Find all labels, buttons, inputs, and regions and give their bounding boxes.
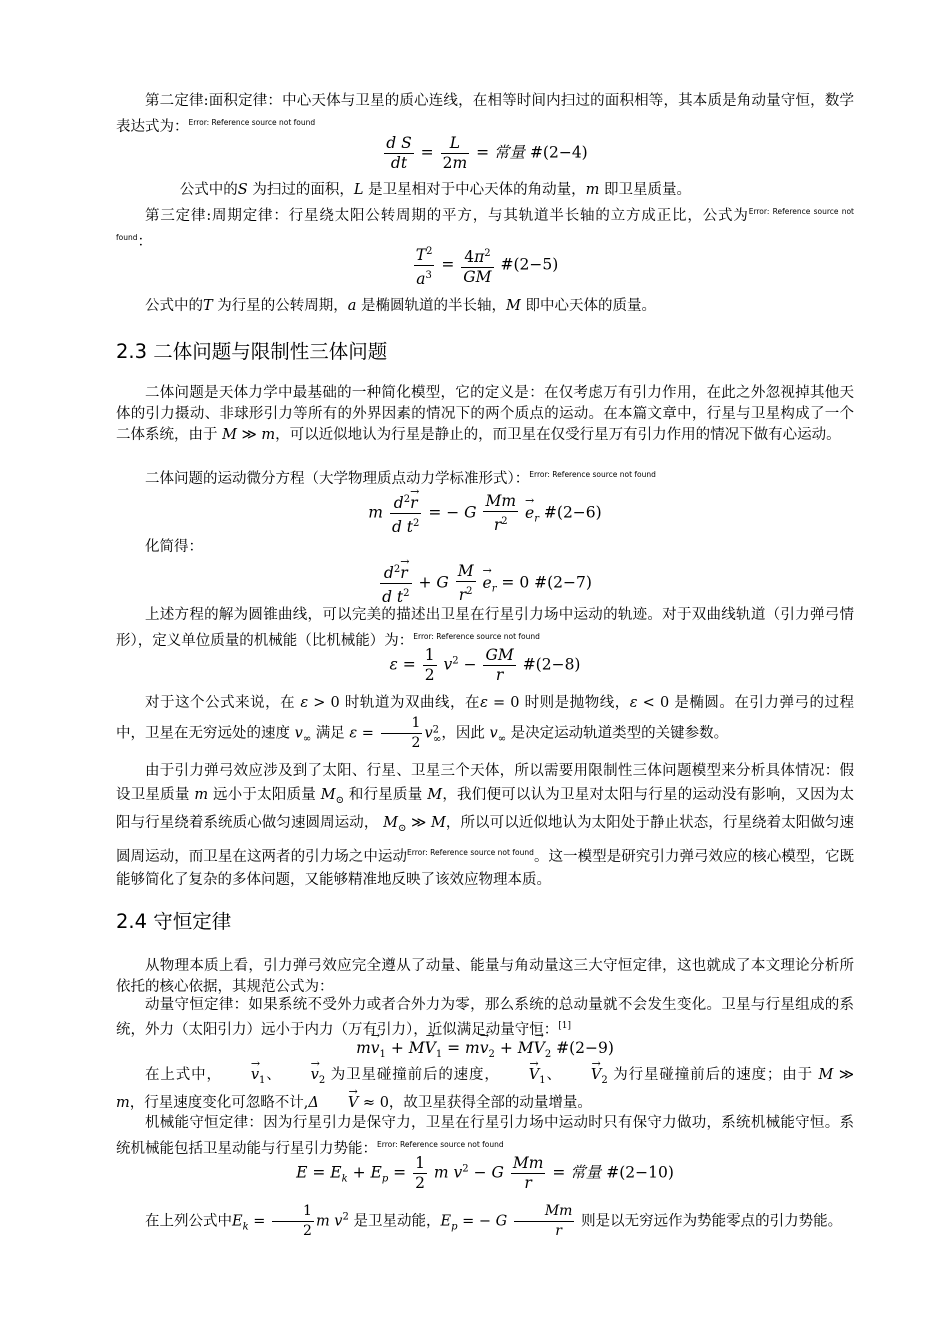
conservation-intro: 从物理本质上看，引力弹弓效应完全遵从了动量、能量与角动量这三大守恒定律，这也就成了本文理论分析所依托的核心依据，其规范公式为：: [116, 958, 854, 995]
third-law-desc: 公式中的T 为行星的公转周期，a 是椭圆轨道的半长轴，M 即中心天体的质量。: [145, 298, 657, 314]
section-heading-2-3: 2.3 二体问题与限制性三体问题: [116, 340, 388, 363]
restricted-three-body-paragraph: 由于引力弹弓效应涉及到了太阳、行星、卫星三个天体，所以需要用限制性三体问题模型来分析具体情况：假设卫星质量 m 远小于太阳质量 $M_⊙$ 和行星质量 M，我们便可以认为卫星对太阳与行星的运动没有影响，又因为太阳与行星绕着系统质心做匀速圆周运动， $M_⊙$ ≫ M，所以可以近似地认为太阳处于静止状态，行星绕着太阳做匀速圆周运动，而卫星在这两者的引力场之中运动$^{Error: Reference source not found}$。这一模型是研究引力弹弓效应的核心模型，它既能够简化了复杂的多体问题，又能够精准地反映了该效应物理本质。: [116, 763, 855, 888]
two-body-paragraph: 二体问题是天体力学中最基础的一种简化模型，它的定义是：在仅考虑万有引力作用，在此之外忽视掉其他天体的引力摄动、非球形引力等所有的外界因素的情况下的两个质点的运动。在本篇文章中，行星与卫星构成了一个二体系统，由于 M ≫ m，可以近似地认为行星是静止的，而卫星在仅受行星万有引力作用的情况下做有心运动。: [116, 385, 854, 443]
second-law-desc: 公式中的S 为扫过的面积，L 是卫星相对于中心天体的角动量，m 即卫星质量。: [179, 182, 691, 198]
momentum-desc: 在上式中，→ $v_1$、→ $v_2$ 为卫星碰撞前后的速度，→ $V_1$、→ $V_2$ 为行星碰撞前后的速度；由于 M ≫ m，行星速度变化可忽略不计,Δ→ V ≈ 0，故卫星获得全部的动量增量。: [116, 1064, 854, 1115]
cases-paragraph: 对于这个公式来说，在 ε > 0 时轨道为双曲线，在ε = 0 时则是抛物线，ε < 0 是椭圆。在引力弹弓的过程中，卫星在无穷远处的速度 $v_\infty$ 满足 ε = $\frac{1}{2}$ $v^2_\infty$，因此 $v_\infty$ 是决定运动轨道类型的关键参数。: [116, 695, 855, 751]
energy-desc: 在上列公式中$E_k$ = $\frac{1}{2}$ m $v^2$ 是卫星动能，$E_p$ = − G $\frac{Mm}{r}$ 则是以无穷远作为势能零点的引力势能。: [145, 1203, 843, 1239]
simplified-label: 化简得：: [145, 539, 203, 555]
reference-error: Error: Reference source not found: [188, 118, 316, 127]
reference-error: Error: Reference source not found: [407, 847, 534, 857]
equation-2-9: $m\to v_1 + M\to V_1 = m\to v_2 + M\to V_2$ #(2−9): [116, 1039, 854, 1064]
second-law-paragraph: 第二定律:面积定律：中心天体与卫星的质心连线，在相等时间内扫过的面积相等，其本质是角动量守恒，数学表达式为：$^{Error: Reference source not found}$: [116, 93, 854, 135]
equation-2-10: $E = E_k + E_p$ = $\frac{1}{2}$ m $v^2 - G$ $\frac{Mm}{r}$ = 常量 #(2−10): [296, 1154, 674, 1192]
citation: [1]: [558, 1021, 571, 1031]
third-law-paragraph: 第三定律:周期定律：行星绕太阳公转周期的平方，与其轨道半长轴的立方成正比，公式为$^{Error: Reference source not found}$：: [116, 207, 854, 250]
equation-2-8: ε = $\frac{1}{2}$ $v^2$ − $\frac{GM}{r}$ #(2−8): [389, 646, 581, 684]
equation-2-5: $\frac{T^2}{a^3}$ = $\frac{4\pi^2}{GM}$ #(2−5): [116, 242, 854, 289]
section-heading-2-4: 2.4 守恒定律: [116, 910, 232, 933]
solution-paragraph: 上述方程的解为圆锥曲线，可以完美的描述出卫星在行星引力场中运动的轨迹。对于双曲线轨道（引力弹弓情形），定义单位质量的机械能（比机械能）为：$^{Error: Reference source not found}$: [116, 607, 854, 649]
equation-tag: #(2−4): [529, 143, 588, 162]
reference-error: Error: Reference source not found: [116, 207, 854, 242]
reference-error: Error: Reference source not found: [377, 1140, 504, 1149]
equation-2-6: m $\frac{d^2\to r}{d t^2}$ = − G $\frac{Mm}{r^2}$ → $e_r$ #(2−6): [116, 490, 854, 537]
equation-2-7: $\frac{d^2\to r}{d t^2}$ + G $\frac{M}{r^2}$ → $e_r = 0$ #(2−7): [116, 560, 854, 607]
constant-word: 常量: [493, 143, 525, 162]
two-body-eq-intro: 二体问题的运动微分方程（大学物理质点动力学标准形式）：$^{Error: Reference source not found}$: [145, 470, 656, 487]
reference-error: Error: Reference source not found: [413, 632, 540, 641]
energy-paragraph: 机械能守恒定律：因为行星引力是保守力，卫星在行星引力场中运动时只有保守力做功，系统机械能守恒。系统机械能包括卫星动能与行星引力势能：$^{Error: Reference source not found}$: [116, 1115, 854, 1157]
momentum-paragraph: 动量守恒定律：如果系统不受外力或者合外力为零，那么系统的总动量就不会发生变化。卫星与行星组成的系统，外力（太阳引力）远小于内力（万有引力），近似满足动量守恒：[1]: [116, 997, 854, 1038]
second-law-block: [116, 91, 854, 138]
equation-2-4: $\frac{\text{d S}}{dt}$ = $\frac{L}{2m}$ = 常量 #(2−4): [386, 134, 588, 172]
reference-error: Error: Reference source not found: [529, 470, 656, 479]
